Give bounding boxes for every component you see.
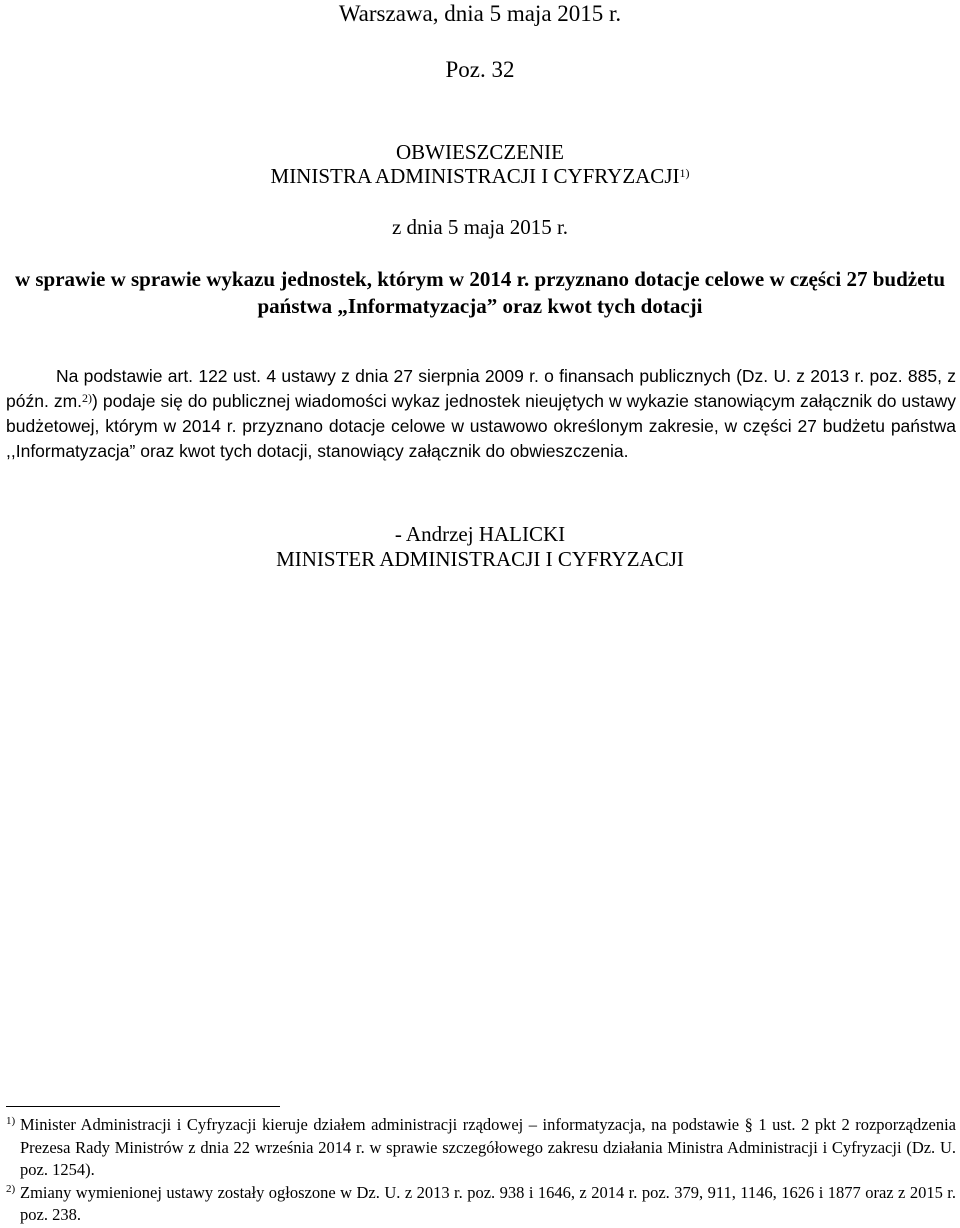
footnote-item [6, 1182, 956, 1227]
document-subject [0, 266, 960, 320]
issuer-footnote-ref: 1) [679, 166, 690, 180]
subject-line-2: państwa „Informatyzacja” oraz kwot tych dotacji [257, 294, 703, 318]
issuer-name: MINISTRA ADMINISTRACJI I CYFRYZACJI [270, 164, 680, 188]
footnote-text: Minister Administracji i Cyfryzacji kieruje działem administracji rządowej – informatyzacja, na podstawie § 1 ust. 2 pkt 2 rozporządzenia Prezesa Rady Ministrów z dnia 22 września 2014 r. w sprawie szczegółowego zakresu działania Ministra Administracji i Cyfryzacji (Dz. U. poz. 1254). [20, 1115, 956, 1179]
document-kind: OBWIESZCZENIE [396, 140, 564, 164]
footnote-item [6, 1114, 956, 1182]
publication-date: Warszawa, dnia 5 maja 2015 r. [338, 1, 622, 26]
footnote-divider [6, 1106, 280, 1107]
body-paragraph [6, 364, 956, 464]
footnote-number: 2) [6, 1182, 16, 1195]
position-number: Poz. 32 [445, 57, 515, 82]
footnotes [6, 1114, 956, 1227]
signatory-name: - Andrzej HALICKI [394, 522, 566, 546]
body-footnote-ref: 2) [82, 391, 93, 405]
body-text-part-1: Na podstawie art. 122 ust. 4 ustawy z dnia 27 sierpnia 2009 r. o finansach publicznych (Dz. U. z 2013 r. poz. 885, z późn. zm. [6, 366, 956, 411]
subject-line-1: w sprawie w sprawie wykazu jednostek, którym w 2014 r. przyznano dotacje celowe w części 27 budżetu [14, 267, 946, 291]
footnote-number: 1) [6, 1115, 16, 1127]
body-text-part-2: ) podaje się do publicznej wiadomości wykaz jednostek nieujętych w wykazie stanowiącym załącznik do ustawy budżetowej, którym w 2014 r. przyznano dotacje celowe w ustawowo określonym zakresie, w części 27 budżetu państwa ,,Informatyzacja” oraz kwot tych dotacji, stanowiący załącznik do obwieszczenia. [6, 391, 956, 461]
footnote-text: Zmiany wymienionej ustawy zostały ogłoszone w Dz. U. z 2013 r. poz. 938 i 1646, z 2014 r. poz. 379, 911, 1146, 1626 i 1877 oraz z 2015 r. poz. 238. [20, 1182, 956, 1224]
document-date: z dnia 5 maja 2015 r. [391, 215, 569, 239]
signatory-title: MINISTER ADMINISTRACJI I CYFRYZACJI [276, 547, 684, 571]
document-issuer [0, 164, 960, 188]
